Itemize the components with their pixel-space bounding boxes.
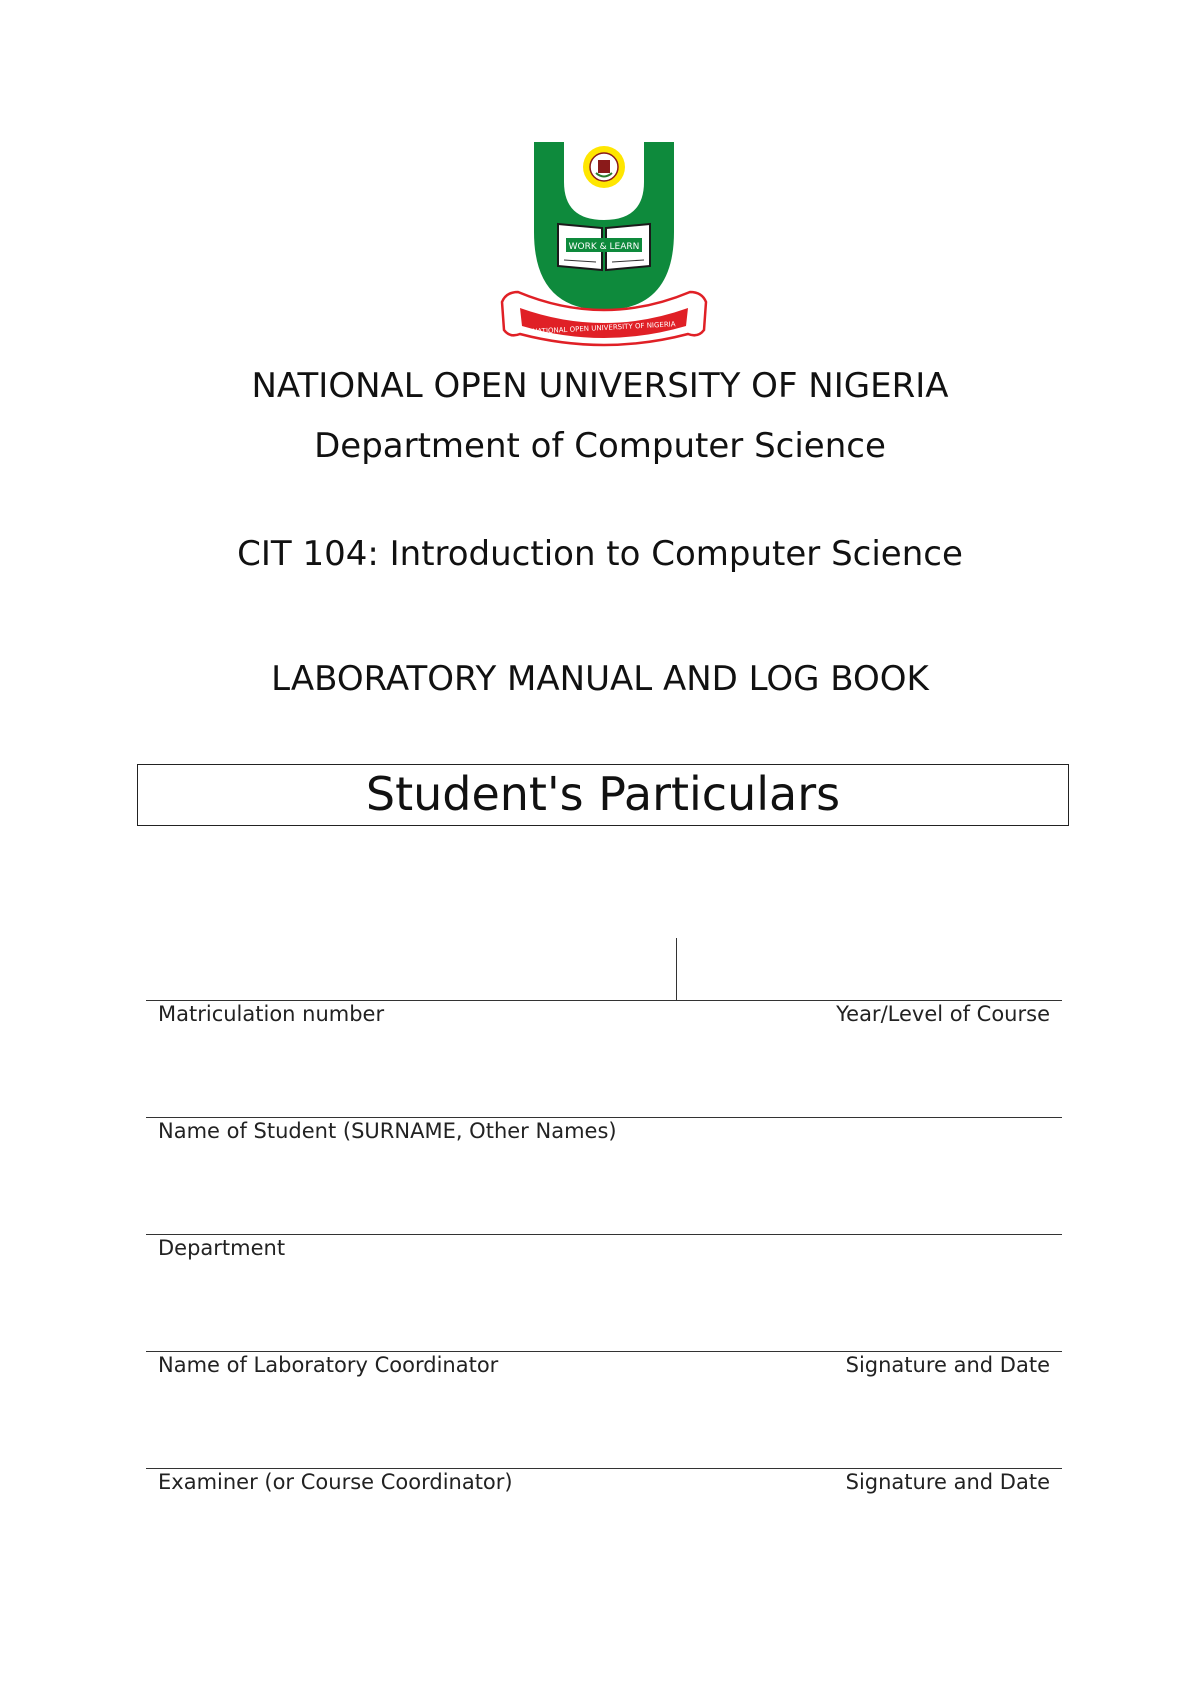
particulars-title: Student's Particulars — [137, 764, 1069, 826]
document-title: LABORATORY MANUAL AND LOG BOOK — [271, 659, 929, 699]
nou-crest-icon — [498, 142, 710, 352]
lab-coordinator-field[interactable] — [146, 1351, 1062, 1352]
university-name: NATIONAL OPEN UNIVERSITY OF NIGERIA — [251, 366, 949, 406]
examiner-signature-label: Signature and Date — [845, 1470, 1050, 1494]
ribbon-text: NATIONAL OPEN UNIVERSITY OF NIGERIA — [532, 320, 676, 336]
motto-text: WORK & LEARN — [568, 242, 640, 252]
examiner-field[interactable] — [146, 1468, 1062, 1469]
examiner-label: Examiner (or Course Coordinator) — [158, 1470, 513, 1494]
course-title: CIT 104: Introduction to Computer Science — [237, 534, 963, 574]
year-level-label: Year/Level of Course — [836, 1002, 1050, 1026]
department-field[interactable] — [146, 1234, 1062, 1235]
lab-signature-label: Signature and Date — [845, 1353, 1050, 1377]
student-name-field[interactable] — [146, 1117, 1062, 1118]
lab-coordinator-label: Name of Laboratory Coordinator — [158, 1353, 499, 1377]
matric-number-label: Matriculation number — [158, 1002, 385, 1026]
matric-number-field[interactable] — [146, 1000, 1062, 1001]
department-name: Department of Computer Science — [314, 426, 886, 466]
student-name-label: Name of Student (SURNAME, Other Names) — [158, 1119, 617, 1143]
department-label: Department — [158, 1236, 286, 1260]
field-divider — [676, 938, 677, 1000]
